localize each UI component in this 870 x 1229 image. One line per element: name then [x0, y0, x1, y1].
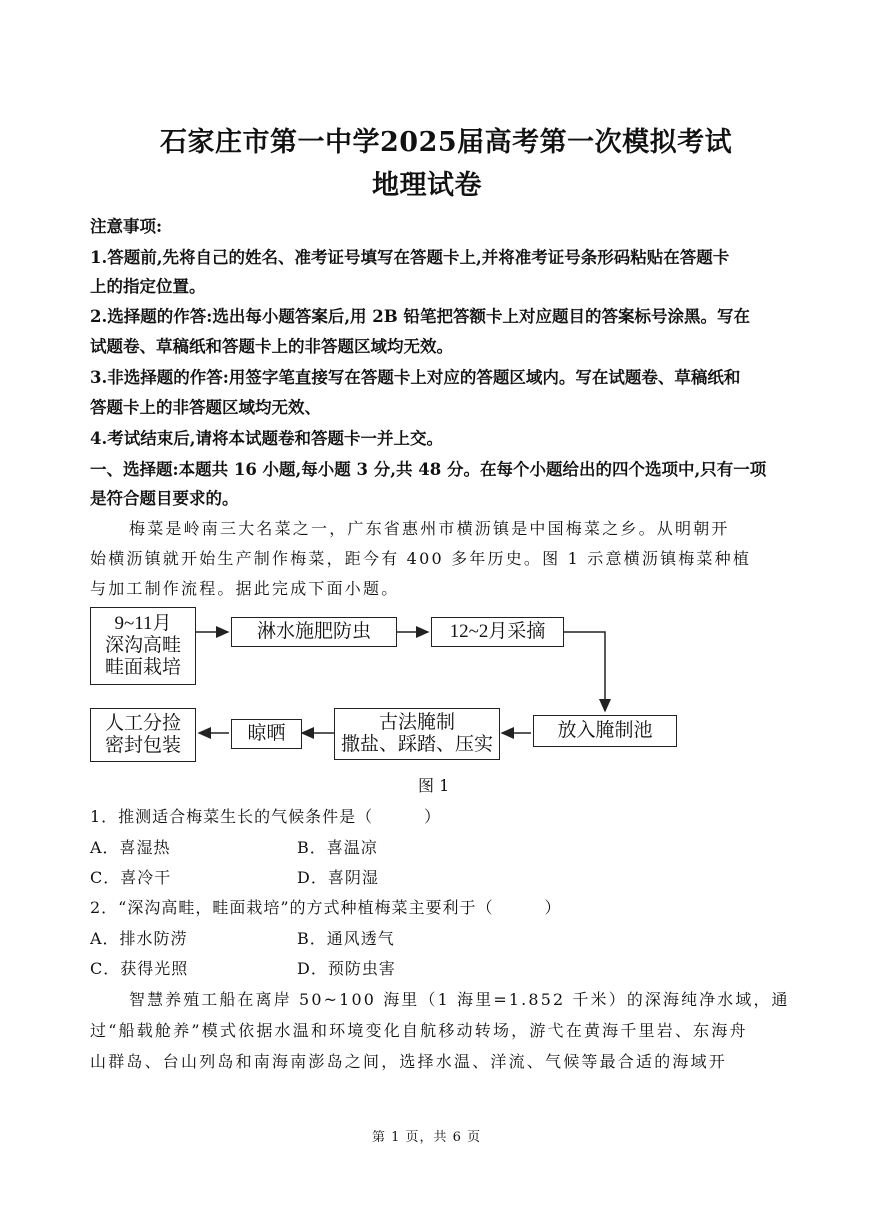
flow-step-traditional-pickling: [334, 708, 500, 760]
passage-2-line-1: 智慧养殖工船在离岸 50~100 海里（1 海里=1.852 千米）的深海纯净水域，通: [129, 990, 790, 1009]
passage-2-line-2: 过“船载舱养”模式依据水温和环境变化自航移动转场，游弋在黄海千里岩、东海舟: [90, 1021, 748, 1040]
flow-step-drying-label: 晾晒: [247, 723, 286, 744]
passage-1-line-1: 梅菜是岭南三大名菜之一，广东省惠州市横沥镇是中国梅菜之乡。从明朝开: [129, 519, 730, 538]
question-2-option-d: D．预防虫害: [297, 959, 396, 978]
flow-step-planting: [90, 607, 196, 685]
flow-step-packaging: [90, 708, 196, 762]
question-1-option-c: C．喜冷干: [90, 868, 172, 887]
flow-step-drying: [231, 719, 302, 749]
notice-heading: 注意事项:: [90, 217, 163, 236]
notice-item-1-line-2: 上的指定位置。: [90, 277, 206, 296]
flow-step-watering-label: 淋水施肥防虫: [256, 621, 371, 642]
question-1-option-b: B．喜温凉: [297, 838, 378, 857]
flow-step-traditional-pickling-line-1: 古法腌制: [378, 712, 455, 733]
notice-item-3-line-1: 3.非选择题的作答:用签字笔直接写在答题卡上对应的答题区域内。写在试题卷、草稿纸和: [90, 368, 741, 387]
passage-1-line-2: 始横沥镇就开始生产制作梅菜，距今有 400 多年历史。图 1 示意横沥镇梅菜种植: [90, 549, 752, 568]
section-1-heading-line-2: 是符合题目要求的。: [90, 489, 239, 508]
notice-item-2-line-1: 2.选择题的作答:选出每小题答案后,用 2B 铅笔把答额卡上对应题目的答案标号涂黑。写在: [90, 307, 750, 326]
flow-step-harvest-label: 12~2月采摘: [449, 621, 546, 642]
passage-2-line-3: 山群岛、台山列岛和南海南澎岛之间，选择水温、洋流、气候等最合适的海域开: [90, 1052, 728, 1071]
exam-subtitle: 地理试卷: [372, 170, 482, 201]
page-footer: 第 1 页，共 6 页: [372, 1130, 482, 1145]
passage-1-line-3: 与加工制作流程。据此完成下面小题。: [90, 579, 400, 598]
question-2-stem: 2．“深沟高畦，畦面栽培”的方式种植梅菜主要利于（ ）: [90, 898, 562, 917]
notice-item-4: 4.考试结束后,请将本试题卷和答题卡一并上交。: [90, 429, 443, 448]
section-1-heading-line-1: 一、选择题:本题共 16 小题,每小题 3 分,共 48 分。在每个小题给出的四个选项中,只有一项: [90, 460, 767, 479]
exam-title: 石家庄市第一中学2025届高考第一次模拟考试: [160, 127, 733, 158]
notice-item-1-line-1: 1.答题前,先将自己的姓名、准考证号填写在答题卡上,并将准考证号条形码粘贴在答题卡: [90, 248, 730, 267]
notice-item-3-line-2: 答题卡上的非答题区域均无效、: [90, 398, 321, 417]
notice-item-2-line-2: 试题卷、草稿纸和答题卡上的非答题区域均无效。: [90, 337, 453, 356]
question-2-option-a: A．排水防涝: [90, 929, 188, 948]
flow-step-planting-line-3: 畦面栽培: [104, 657, 181, 678]
question-2-option-c: C．获得光照: [90, 959, 189, 978]
question-1-stem: 1．推测适合梅菜生长的气候条件是（ ）: [90, 807, 442, 826]
flow-step-watering: [231, 617, 397, 647]
flow-step-harvest: [431, 617, 564, 647]
flow-step-pickling-tank: [533, 715, 677, 747]
flow-step-planting-line-1: 9~11月: [114, 613, 172, 634]
flow-step-packaging-line-1: 人工分捡: [104, 713, 181, 734]
figure-caption: 图 1: [418, 776, 450, 795]
question-2-option-b: B．通风透气: [297, 929, 395, 948]
flow-step-traditional-pickling-line-2: 撒盐、踩踏、压实: [340, 734, 493, 755]
flow-step-packaging-line-2: 密封包装: [104, 735, 181, 756]
question-1-option-a: A．喜湿热: [90, 838, 171, 857]
question-1-option-d: D．喜阴湿: [297, 868, 379, 887]
flow-step-planting-line-2: 深沟高畦: [104, 635, 181, 656]
flow-step-pickling-tank-label: 放入腌制池: [557, 720, 653, 741]
